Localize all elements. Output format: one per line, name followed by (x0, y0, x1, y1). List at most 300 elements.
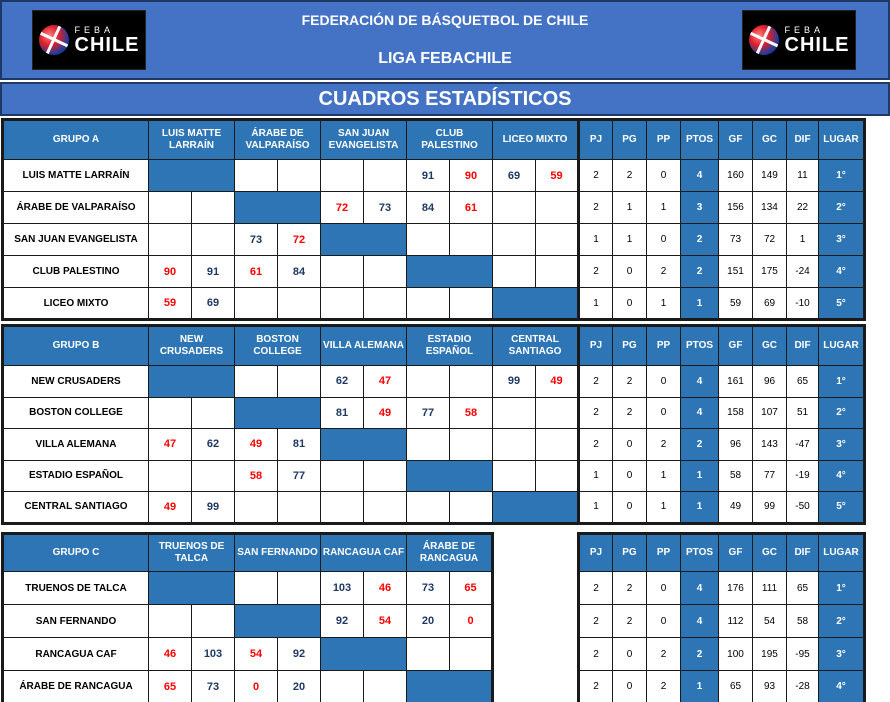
section-title-bar (0, 82, 890, 116)
team-column-header: ÁRABE DE RANCAGUA (407, 534, 493, 572)
standings-cell: 22 (787, 192, 819, 224)
standings-cell: 176 (719, 572, 753, 605)
standings-cell: 2 (647, 671, 681, 702)
standings-cell: 0 (613, 671, 647, 702)
score-cell: 92 (278, 638, 321, 671)
score-cell (407, 288, 450, 320)
standings-cell: 49 (719, 492, 753, 524)
table-row (3, 160, 579, 192)
standings-cell: 4° (819, 256, 865, 288)
score-cell: 92 (321, 605, 364, 638)
team-name: VILLA ALEMANA (3, 429, 149, 461)
diagonal-cell (407, 671, 493, 702)
standings-cell: 4 (681, 397, 719, 429)
score-cell: 73 (235, 224, 278, 256)
score-cell (149, 605, 192, 638)
standings-header: GF (719, 120, 753, 160)
standings-header: PG (613, 534, 647, 572)
standings-cell: 1° (819, 160, 865, 192)
table-row (3, 288, 579, 320)
standings-cell: 4 (681, 605, 719, 638)
standings-cell: 2 (579, 671, 613, 702)
standings-cell: 149 (753, 160, 787, 192)
table-row (3, 492, 579, 524)
standings-cell: 2 (579, 256, 613, 288)
score-cell: 54 (364, 605, 407, 638)
standings-cell: 65 (787, 366, 819, 398)
standings-header: PTOS (681, 534, 719, 572)
standings-cell: 2 (613, 605, 647, 638)
standings-cell: 2 (613, 572, 647, 605)
score-cell (278, 366, 321, 398)
team-column-header: VILLA ALEMANA (321, 326, 407, 366)
standings-cell: 3 (681, 192, 719, 224)
diagonal-cell (493, 492, 579, 524)
standings-row (579, 671, 865, 702)
score-cell (364, 256, 407, 288)
group-results-table (1, 532, 494, 702)
standings-cell: 1 (613, 224, 647, 256)
score-cell (321, 160, 364, 192)
standings-cell: 2 (647, 429, 681, 461)
score-cell (321, 492, 364, 524)
score-cell: 49 (364, 397, 407, 429)
standings-cell: 0 (647, 366, 681, 398)
standings-cell: 2 (579, 397, 613, 429)
score-cell (536, 429, 579, 461)
standings-cell: 11 (787, 160, 819, 192)
standings-cell: 161 (719, 366, 753, 398)
table-row (3, 638, 493, 671)
standings-header: PG (613, 326, 647, 366)
standings-cell: 1 (579, 460, 613, 492)
score-cell: 0 (235, 671, 278, 702)
team-name: SAN JUAN EVANGELISTA (3, 224, 149, 256)
team-name: CENTRAL SANTIAGO (3, 492, 149, 524)
standings-cell: 2 (579, 572, 613, 605)
score-cell (192, 192, 235, 224)
team-name: NEW CRUSADERS (3, 366, 149, 398)
standings-header: PP (647, 534, 681, 572)
standings-cell: 2 (681, 638, 719, 671)
standings-row (579, 429, 865, 461)
diagonal-cell (493, 288, 579, 320)
standings-row (579, 397, 865, 429)
standings-header: PG (613, 120, 647, 160)
table-row (3, 397, 579, 429)
team-column-header: SAN FERNANDO (235, 534, 321, 572)
table-row (3, 366, 579, 398)
table-row (3, 192, 579, 224)
standings-cell: 3° (819, 224, 865, 256)
group-results-table (1, 118, 580, 321)
standings-cell: 2 (579, 638, 613, 671)
standings-cell: 2 (613, 366, 647, 398)
score-cell (407, 492, 450, 524)
team-column-header: ESTADIO ESPAÑOL (407, 326, 493, 366)
standings-cell: 5° (819, 288, 865, 320)
team-name: ESTADIO ESPAÑOL (3, 460, 149, 492)
score-cell: 20 (407, 605, 450, 638)
febachile-logo-right (742, 10, 856, 70)
team-column-header: CENTRAL SANTIAGO (493, 326, 579, 366)
standings-cell: 4 (681, 572, 719, 605)
score-cell (192, 397, 235, 429)
logo-top-text: FEBA (74, 24, 115, 35)
score-cell (235, 492, 278, 524)
standings-cell: 2° (819, 605, 865, 638)
score-cell (536, 256, 579, 288)
standings-cell: 5° (819, 492, 865, 524)
standings-row (579, 572, 865, 605)
team-column-header: RANCAGUA CAF (321, 534, 407, 572)
score-cell: 73 (407, 572, 450, 605)
standings-cell: 3° (819, 429, 865, 461)
standings-cell: 0 (613, 638, 647, 671)
standings-row (579, 366, 865, 398)
standings-cell: 2 (647, 256, 681, 288)
team-name: RANCAGUA CAF (3, 638, 149, 671)
score-cell (149, 224, 192, 256)
table-row (3, 572, 493, 605)
score-cell (321, 288, 364, 320)
score-cell (321, 460, 364, 492)
standings-cell: 1 (647, 288, 681, 320)
group-name: GRUPO A (3, 120, 149, 160)
standings-cell: -47 (787, 429, 819, 461)
table-row (3, 256, 579, 288)
standings-header: PP (647, 326, 681, 366)
standings-cell: 0 (613, 256, 647, 288)
score-cell: 81 (278, 429, 321, 461)
group-name: GRUPO C (3, 534, 149, 572)
score-cell: 61 (450, 192, 493, 224)
diagonal-cell (149, 366, 235, 398)
standings-cell: 1 (647, 192, 681, 224)
standings-header: GC (753, 534, 787, 572)
score-cell: 72 (278, 224, 321, 256)
logo-top-text: FEBA (784, 24, 825, 35)
diagonal-cell (321, 638, 407, 671)
standings-row (579, 460, 865, 492)
score-cell (192, 605, 235, 638)
score-cell (235, 366, 278, 398)
standings-cell: 107 (753, 397, 787, 429)
standings-cell: 151 (719, 256, 753, 288)
standings-row (579, 224, 865, 256)
score-cell: 81 (321, 397, 364, 429)
score-cell: 49 (149, 492, 192, 524)
standings-cell: 77 (753, 460, 787, 492)
score-cell: 73 (192, 671, 235, 702)
score-cell (450, 366, 493, 398)
score-cell: 54 (235, 638, 278, 671)
score-cell: 61 (235, 256, 278, 288)
score-cell (278, 288, 321, 320)
score-cell: 20 (278, 671, 321, 702)
diagonal-cell (149, 160, 235, 192)
standings-header: GF (719, 326, 753, 366)
standings-cell: 1 (681, 288, 719, 320)
standings-cell: 58 (719, 460, 753, 492)
team-name: SAN FERNANDO (3, 605, 149, 638)
score-cell (149, 192, 192, 224)
team-column-header: BOSTON COLLEGE (235, 326, 321, 366)
score-cell: 91 (192, 256, 235, 288)
score-cell: 73 (364, 192, 407, 224)
standings-header: LUGAR (819, 120, 865, 160)
score-cell (149, 460, 192, 492)
score-cell: 84 (278, 256, 321, 288)
standings-cell: -50 (787, 492, 819, 524)
team-column-header: LICEO MIXTO (493, 120, 579, 160)
score-cell (321, 256, 364, 288)
standings-cell: -24 (787, 256, 819, 288)
score-cell: 99 (493, 366, 536, 398)
team-name: ÁRABE DE RANCAGUA (3, 671, 149, 702)
standings-header: GC (753, 326, 787, 366)
standings-cell: 2° (819, 192, 865, 224)
score-cell (493, 460, 536, 492)
score-cell: 65 (450, 572, 493, 605)
section-title: CUADROS ESTADÍSTICOS (318, 88, 572, 110)
score-cell: 46 (149, 638, 192, 671)
standings-cell: 1° (819, 572, 865, 605)
standings-row (579, 160, 865, 192)
score-cell: 65 (149, 671, 192, 702)
standings-header: PJ (579, 534, 613, 572)
score-cell: 49 (235, 429, 278, 461)
standings-cell: 0 (647, 160, 681, 192)
score-cell: 62 (192, 429, 235, 461)
standings-cell: 2° (819, 397, 865, 429)
standings-row (579, 256, 865, 288)
score-cell (450, 288, 493, 320)
standings-cell: 0 (647, 397, 681, 429)
score-cell: 103 (192, 638, 235, 671)
diagonal-cell (407, 256, 493, 288)
score-cell (493, 256, 536, 288)
standings-cell: 0 (647, 224, 681, 256)
standings-cell: 2 (647, 638, 681, 671)
team-column-header: SAN JUAN EVANGELISTA (321, 120, 407, 160)
logo-bottom-text: CHILE (74, 33, 140, 56)
score-cell: 69 (493, 160, 536, 192)
score-cell: 59 (536, 160, 579, 192)
standings-header: LUGAR (819, 326, 865, 366)
standings-header: PTOS (681, 120, 719, 160)
score-cell: 69 (192, 288, 235, 320)
score-cell: 91 (407, 160, 450, 192)
standings-cell: 3° (819, 638, 865, 671)
standings-header: DIF (787, 534, 819, 572)
score-cell: 59 (149, 288, 192, 320)
score-cell (407, 366, 450, 398)
standings-header: PTOS (681, 326, 719, 366)
standings-header: GF (719, 534, 753, 572)
standings-cell: 96 (719, 429, 753, 461)
standings-cell: 72 (753, 224, 787, 256)
score-cell: 77 (407, 397, 450, 429)
standings-cell: 51 (787, 397, 819, 429)
team-name: LICEO MIXTO (3, 288, 149, 320)
standings-header: DIF (787, 120, 819, 160)
standings-cell: 96 (753, 366, 787, 398)
standings-header: PP (647, 120, 681, 160)
federation-title: FEDERACIÓN DE BÁSQUETBOL DE CHILE (301, 12, 589, 28)
standings-cell: 1 (681, 671, 719, 702)
standings-cell: -95 (787, 638, 819, 671)
score-cell (493, 224, 536, 256)
score-cell (450, 224, 493, 256)
diagonal-cell (235, 605, 321, 638)
standings-cell: 111 (753, 572, 787, 605)
standings-cell: 2 (579, 160, 613, 192)
standings-cell: 1 (681, 460, 719, 492)
logo-bottom-text: CHILE (784, 33, 850, 56)
standings-cell: 69 (753, 288, 787, 320)
standings-cell: 59 (719, 288, 753, 320)
score-cell: 58 (450, 397, 493, 429)
standings-cell: 4° (819, 460, 865, 492)
team-column-header: ÁRABE DE VALPARAÍSO (235, 120, 321, 160)
score-cell (278, 572, 321, 605)
diagonal-cell (321, 224, 407, 256)
standings-cell: 2 (579, 192, 613, 224)
standings-cell: 1 (681, 492, 719, 524)
score-cell: 47 (149, 429, 192, 461)
team-name: BOSTON COLLEGE (3, 397, 149, 429)
table-row (3, 460, 579, 492)
score-cell: 84 (407, 192, 450, 224)
table-row (3, 671, 493, 702)
standings-cell: 0 (613, 492, 647, 524)
diagonal-cell (321, 429, 407, 461)
score-cell: 62 (321, 366, 364, 398)
score-cell (192, 460, 235, 492)
score-cell (321, 671, 364, 702)
standings-cell: 65 (787, 572, 819, 605)
standings-cell: 134 (753, 192, 787, 224)
standings-cell: 175 (753, 256, 787, 288)
score-cell (235, 160, 278, 192)
standings-table (577, 532, 866, 702)
score-cell (407, 429, 450, 461)
standings-cell: 1 (579, 224, 613, 256)
standings-cell: 65 (719, 671, 753, 702)
standings-cell: 0 (613, 288, 647, 320)
score-cell (235, 572, 278, 605)
standings-cell: -28 (787, 671, 819, 702)
score-cell (235, 288, 278, 320)
score-cell (450, 638, 493, 671)
standings-header: LUGAR (819, 534, 865, 572)
standings-row (579, 638, 865, 671)
score-cell: 58 (235, 460, 278, 492)
diagonal-cell (235, 192, 321, 224)
standings-cell: 100 (719, 638, 753, 671)
standings-cell: 2 (579, 366, 613, 398)
standings-cell: 58 (787, 605, 819, 638)
standings-cell: 112 (719, 605, 753, 638)
score-cell (536, 224, 579, 256)
score-cell (493, 429, 536, 461)
standings-cell: 1° (819, 366, 865, 398)
score-cell (364, 460, 407, 492)
standings-cell: 2 (579, 429, 613, 461)
standings-cell: 0 (647, 605, 681, 638)
team-name: TRUENOS DE TALCA (3, 572, 149, 605)
standings-cell: 2 (681, 256, 719, 288)
score-cell (450, 429, 493, 461)
standings-cell: 4° (819, 671, 865, 702)
standings-cell: -10 (787, 288, 819, 320)
standings-row (579, 288, 865, 320)
standings-cell: 0 (613, 429, 647, 461)
standings-row (579, 492, 865, 524)
score-cell: 77 (278, 460, 321, 492)
league-title: LIGA FEBACHILE (378, 50, 512, 67)
score-cell (536, 192, 579, 224)
standings-cell: 2 (681, 224, 719, 256)
score-cell (450, 492, 493, 524)
team-name: LUIS MATTE LARRAÍN (3, 160, 149, 192)
table-row (3, 429, 579, 461)
header-bar (0, 0, 890, 80)
table-row (3, 605, 493, 638)
score-cell: 46 (364, 572, 407, 605)
standings-row (579, 192, 865, 224)
standings-cell: 160 (719, 160, 753, 192)
score-cell (192, 224, 235, 256)
score-cell (278, 492, 321, 524)
score-cell (149, 397, 192, 429)
standings-cell: 4 (681, 366, 719, 398)
standings-table (577, 118, 866, 321)
basketball-icon (749, 25, 779, 55)
standings-cell: 93 (753, 671, 787, 702)
standings-header: DIF (787, 326, 819, 366)
score-cell: 72 (321, 192, 364, 224)
team-column-header: CLUB PALESTINO (407, 120, 493, 160)
score-cell: 99 (192, 492, 235, 524)
score-cell (493, 397, 536, 429)
score-cell: 103 (321, 572, 364, 605)
score-cell: 90 (450, 160, 493, 192)
standings-cell: -19 (787, 460, 819, 492)
score-cell (536, 460, 579, 492)
standings-cell: 54 (753, 605, 787, 638)
standings-cell: 0 (647, 572, 681, 605)
standings-cell: 1 (647, 492, 681, 524)
standings-table (577, 324, 866, 525)
standings-header: PJ (579, 120, 613, 160)
score-cell: 90 (149, 256, 192, 288)
team-name: CLUB PALESTINO (3, 256, 149, 288)
standings-cell: 2 (681, 429, 719, 461)
standings-cell: 2 (613, 397, 647, 429)
standings-header: PJ (579, 326, 613, 366)
diagonal-cell (407, 460, 493, 492)
standings-cell: 158 (719, 397, 753, 429)
standings-cell: 99 (753, 492, 787, 524)
group-name: GRUPO B (3, 326, 149, 366)
standings-cell: 73 (719, 224, 753, 256)
standings-cell: 2 (579, 605, 613, 638)
diagonal-cell (235, 397, 321, 429)
standings-cell: 1 (613, 192, 647, 224)
standings-header: GC (753, 120, 787, 160)
